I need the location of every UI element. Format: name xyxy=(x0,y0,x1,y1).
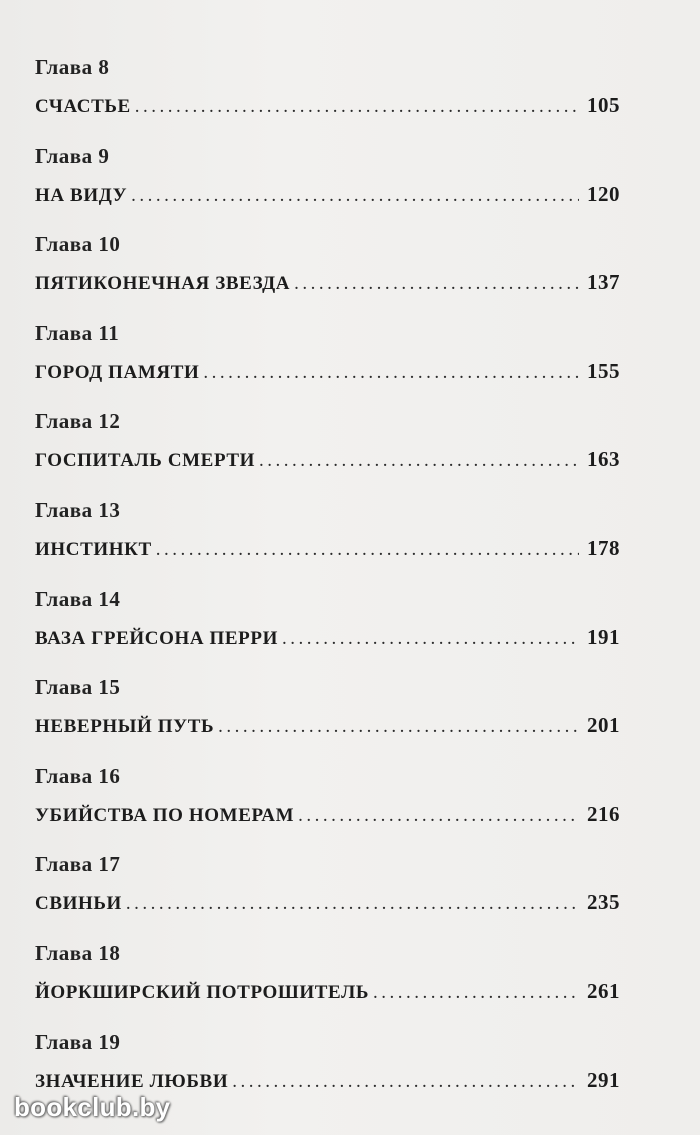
page-number: 120 xyxy=(587,181,620,206)
chapter-title: ЙОРКШИРСКИЙ ПОТРОШИТЕЛЬ xyxy=(35,981,369,1003)
page-number: 163 xyxy=(587,447,620,472)
dot-leader xyxy=(218,716,579,738)
page-number: 261 xyxy=(587,978,620,1003)
page-number: 155 xyxy=(587,358,620,383)
chapter-label: Глава 19 xyxy=(35,1029,121,1054)
dot-leader xyxy=(135,96,579,118)
chapter-title: СЧАСТЬЕ xyxy=(35,96,131,117)
chapter-title: ГОРОД ПАМЯТИ xyxy=(35,361,200,383)
chapter-title: НА ВИДУ xyxy=(35,184,128,206)
chapter-label: Глава 8 xyxy=(35,55,110,79)
chapter-title: УБИЙСТВА ПО НОМЕРАМ xyxy=(35,804,295,826)
dot-leader xyxy=(203,362,579,384)
page-number: 105 xyxy=(587,93,620,117)
chapter-title-row xyxy=(35,270,620,295)
chapter-label: Глава 12 xyxy=(35,409,121,434)
toc-entry xyxy=(35,409,620,498)
dot-leader xyxy=(298,805,579,827)
toc-entry xyxy=(35,144,620,233)
dot-leader xyxy=(126,893,579,915)
dot-leader xyxy=(131,185,579,207)
chapter-title-row xyxy=(35,447,620,472)
chapter-title-row xyxy=(35,359,620,384)
chapter-title-row xyxy=(35,625,620,650)
toc-entry xyxy=(35,675,620,764)
toc-entry xyxy=(35,587,620,676)
toc-entry xyxy=(35,941,620,1030)
chapter-title-row xyxy=(35,536,620,561)
watermark: bookclub.by xyxy=(14,1092,171,1122)
chapter-title: СВИНЬИ xyxy=(35,893,122,915)
toc-entry xyxy=(35,498,620,587)
chapter-title: НЕВЕРНЫЙ ПУТЬ xyxy=(35,716,215,738)
chapter-title: ВАЗА ГРЕЙСОНА ПЕРРИ xyxy=(35,627,278,649)
chapter-label: Глава 10 xyxy=(35,232,121,257)
page-number: 216 xyxy=(587,801,620,826)
chapter-label: Глава 16 xyxy=(35,763,121,788)
dot-leader xyxy=(156,539,579,561)
toc-entry xyxy=(35,321,620,410)
chapter-title: ПЯТИКОНЕЧНАЯ ЗВЕЗДА xyxy=(35,273,291,295)
page-number: 178 xyxy=(587,535,620,560)
dot-leader xyxy=(294,273,579,295)
page-number: 235 xyxy=(587,890,620,915)
dot-leader xyxy=(282,628,579,650)
dot-leader xyxy=(259,450,579,472)
chapter-title: ГОСПИТАЛЬ СМЕРТИ xyxy=(35,450,256,472)
toc-entry xyxy=(35,852,620,941)
dot-leader xyxy=(232,1071,579,1093)
chapter-label: Глава 17 xyxy=(35,852,121,877)
chapter-title: ИНСТИНКТ xyxy=(35,538,152,560)
chapter-title-row xyxy=(35,93,620,118)
chapter-label: Глава 18 xyxy=(35,940,121,965)
page-number: 201 xyxy=(587,713,620,738)
toc-entry xyxy=(35,232,620,321)
page-number: 291 xyxy=(587,1067,620,1092)
chapter-label: Глава 11 xyxy=(35,320,120,345)
chapter-label: Глава 9 xyxy=(35,143,110,168)
page-number: 191 xyxy=(587,624,620,649)
page-number: 137 xyxy=(587,270,620,295)
chapter-title: ЗНАЧЕНИЕ ЛЮБВИ xyxy=(35,1070,229,1092)
chapter-label: Глава 15 xyxy=(35,675,121,700)
toc-entry xyxy=(35,55,620,144)
chapter-title-row xyxy=(35,182,620,207)
chapter-title-row xyxy=(35,979,620,1004)
toc-entry xyxy=(35,764,620,853)
chapter-title-row xyxy=(35,713,620,738)
chapter-title-row xyxy=(35,802,620,827)
table-of-contents xyxy=(35,55,620,1118)
chapter-title-row xyxy=(35,1068,620,1093)
dot-leader xyxy=(373,982,579,1004)
chapter-label: Глава 13 xyxy=(35,497,121,522)
chapter-label: Глава 14 xyxy=(35,586,121,611)
chapter-title-row xyxy=(35,890,620,915)
